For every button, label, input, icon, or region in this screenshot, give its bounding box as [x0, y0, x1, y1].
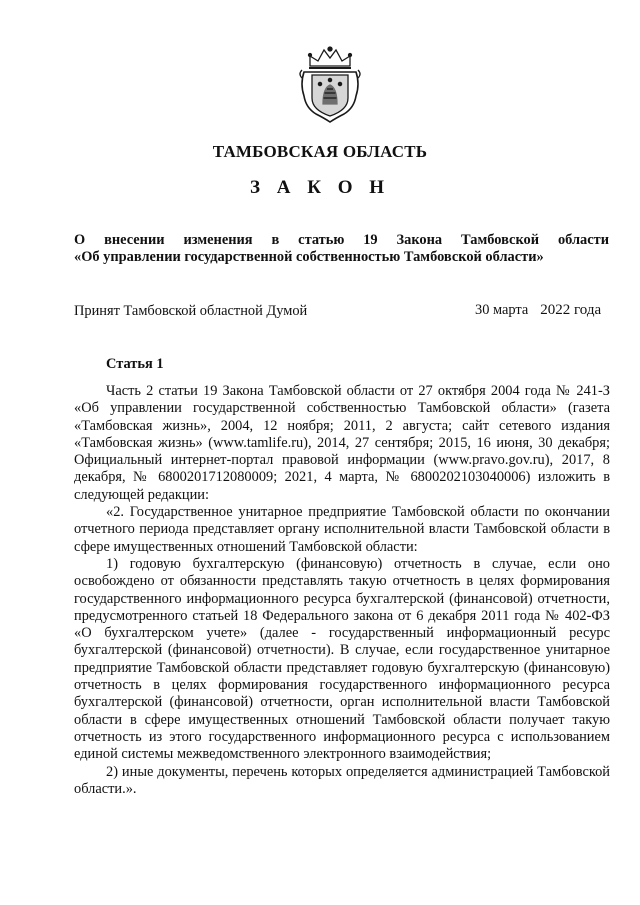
law-title-line-1: О внесении изменения в статью 19 Закона Тамбовской области — [74, 232, 609, 248]
adoption-date-year: 2022 года — [540, 302, 602, 318]
law-title-line-2: «Об управлении государственной собственностью Тамбовской области» — [74, 249, 544, 265]
article-paragraph: Часть 2 статьи 19 Закона Тамбовской области от 27 октября 2004 года № 241-З «Об управлении государственной собственностью Тамбовской области» (газета «Тамбовская жизнь», 2004, 12 ноября; 2011, 2 августа; сайт сетевого издания «Тамбовская жизнь» (www.tamlife.ru), 2014, 27 сентября; 2015, 16 июня, 30 декабря; Официальный интернет-портал правовой информации (www.pravo.gov.ru), 2017, 8 декабря, № 6800201712080009; 2021, 4 марта, № 6800202103040006) изложить в следующей редакции: — [74, 383, 610, 503]
article-paragraph: 1) годовую бухгалтерскую (финансовую) отчетность в случае, если оно освобождено от обязанности представлять такую отчетность в целях формирования государственного информационного ресурса бухгалтерской (финансовой) отчетности, предусмотренного статьей 18 Федерального закона от 6 декабря 2011 года № 402-ФЗ «О бухгалтерском учете» (далее - государственный информационный ресурс бухгалтерской (финансовой) отчетности). В случае, если государственное унитарное предприятие Тамбовской области представляет годовую бухгалтерскую (финансовую) отчетность в целях формирования государственного информационного ресурса бухгалтерской (финансовой) отчетности, орган исполнительной власти Тамбовской области в сфере имущественных отношений Тамбовской области получает такую отчетность из этого государственного информационного ресурса с использованием единой системы межведомственного электронного взаимодействия; — [74, 555, 610, 763]
adoption-date — [475, 302, 601, 319]
region-name: ТАМБОВСКАЯ ОБЛАСТЬ — [212, 142, 428, 161]
article-paragraph: 2) иные документы, перечень которых определяется администрацией Тамбовской области.». — [74, 763, 610, 797]
article-heading: Статья 1 — [106, 356, 164, 372]
coat-of-arms-icon — [296, 44, 364, 124]
adoption-label: Принят Тамбовской областной Думой — [74, 303, 308, 319]
law-title — [74, 232, 609, 266]
article-paragraph: «2. Государственное унитарное предприятие Тамбовской области по окончании отчетного периода представляет органу исполнительной власти Тамбовской области в сфере имущественных отношений Тамбовской области: — [74, 504, 610, 555]
document-type: З А К О Н — [249, 177, 391, 198]
adoption-date-day-month: 30 марта — [475, 302, 529, 318]
article-body — [74, 383, 610, 798]
